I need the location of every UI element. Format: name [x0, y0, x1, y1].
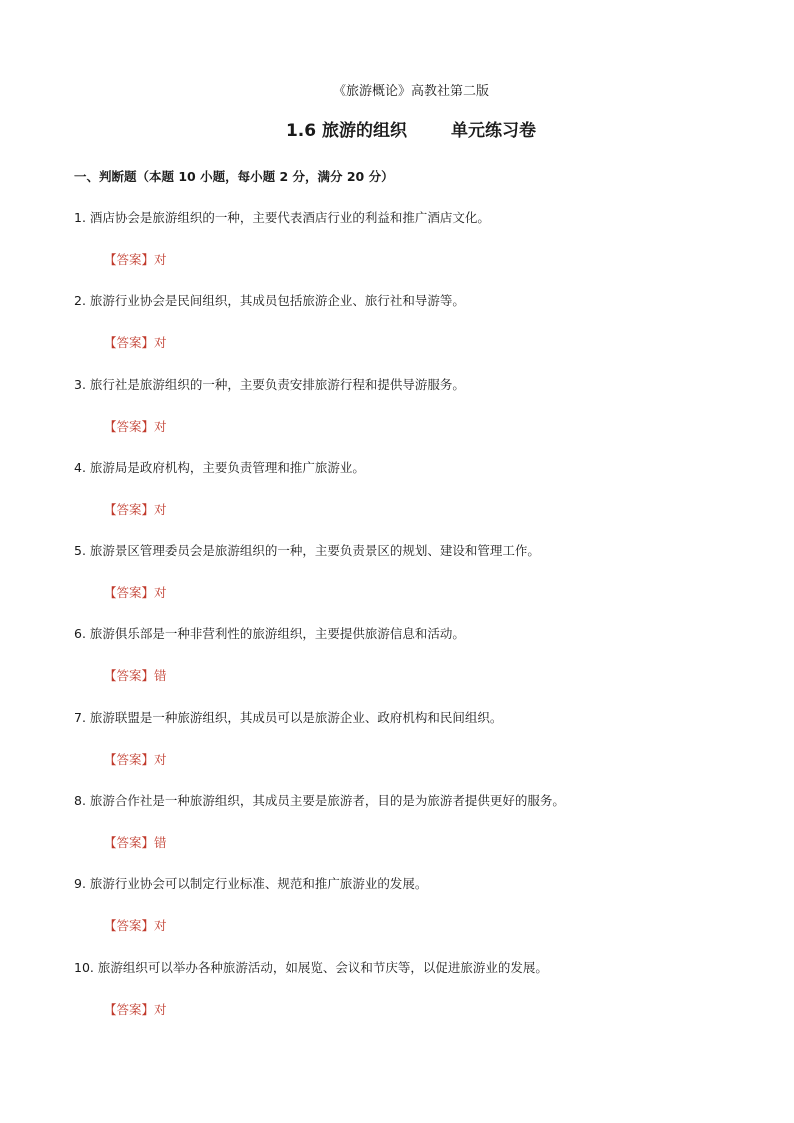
question-text: 5. 旅游景区管理委员会是旅游组织的一种，主要负责景区的规划、建设和管理工作。 [74, 543, 540, 559]
title-part-2: 单元练习卷 [451, 121, 537, 141]
question-text: 8. 旅游合作社是一种旅游组织，其成员主要是旅游者，目的是为旅游者提供更好的服务。 [74, 793, 565, 809]
question-list [74, 208, 734, 1041]
question-item [74, 375, 734, 458]
answer-label: 【答案】 [104, 1001, 155, 1017]
answer-value: 对 [154, 501, 167, 517]
answer-label: 【答案】 [104, 418, 155, 434]
question-item [74, 291, 734, 374]
answer-line [104, 333, 167, 351]
section-heading: 一、判断题（本题 10 小题，每小题 2 分，满分 20 分） [74, 169, 394, 184]
answer-value: 对 [154, 751, 167, 767]
answer-label: 【答案】 [104, 252, 155, 267]
answer-label: 【答案】 [104, 668, 155, 684]
question-item [74, 458, 734, 541]
question-item [74, 624, 734, 707]
answer-line [104, 417, 167, 435]
answer-value: 对 [154, 252, 167, 267]
question-text: 7. 旅游联盟是一种旅游组织，其成员可以是旅游企业、政府机构和民间组织。 [74, 709, 503, 725]
question-text: 9. 旅游行业协会可以制定行业标准、规范和推广旅游业的发展。 [74, 876, 428, 892]
title-part-1: 1.6 旅游的组织 [285, 121, 408, 141]
answer-value: 对 [154, 418, 167, 434]
answer-line [104, 250, 167, 268]
answer-label: 【答案】 [104, 835, 155, 851]
answer-label: 【答案】 [104, 751, 155, 767]
question-item [74, 708, 734, 791]
answer-line [104, 750, 167, 768]
answer-label: 【答案】 [104, 918, 155, 934]
question-text: 2. 旅游行业协会是民间组织，其成员包括旅游企业、旅行社和导游等。 [74, 293, 465, 309]
answer-line [104, 583, 167, 601]
answer-line [104, 916, 167, 934]
document-title [0, 116, 794, 141]
answer-value: 错 [154, 835, 167, 851]
answer-value: 对 [154, 918, 167, 934]
answer-line [104, 833, 167, 851]
question-text: 1. 酒店协会是旅游组织的一种，主要代表酒店行业的利益和推广酒店文化。 [74, 210, 490, 225]
question-item [74, 874, 734, 957]
question-item [74, 791, 734, 874]
question-item [74, 208, 734, 291]
answer-value: 对 [154, 1001, 167, 1017]
answer-value: 对 [154, 335, 167, 351]
question-item [74, 541, 734, 624]
answer-label: 【答案】 [104, 501, 155, 517]
answer-line [104, 500, 167, 518]
answer-label: 【答案】 [104, 335, 155, 351]
answer-value: 对 [154, 585, 167, 601]
question-text: 10. 旅游组织可以举办各种旅游活动，如展览、会议和节庆等，以促进旅游业的发展。 [74, 959, 548, 975]
answer-line [104, 1000, 167, 1018]
answer-value: 错 [154, 668, 167, 684]
question-item [74, 958, 734, 1041]
answer-line [104, 666, 167, 684]
answer-label: 【答案】 [104, 585, 155, 601]
question-text: 4. 旅游局是政府机构，主要负责管理和推广旅游业。 [74, 459, 365, 475]
question-text: 6. 旅游俱乐部是一种非营利性的旅游组织，主要提供旅游信息和活动。 [74, 626, 465, 642]
document-subtitle: 《旅游概论》高教社第二版 [332, 84, 489, 99]
question-text: 3. 旅行社是旅游组织的一种，主要负责安排旅游行程和提供导游服务。 [74, 376, 465, 392]
